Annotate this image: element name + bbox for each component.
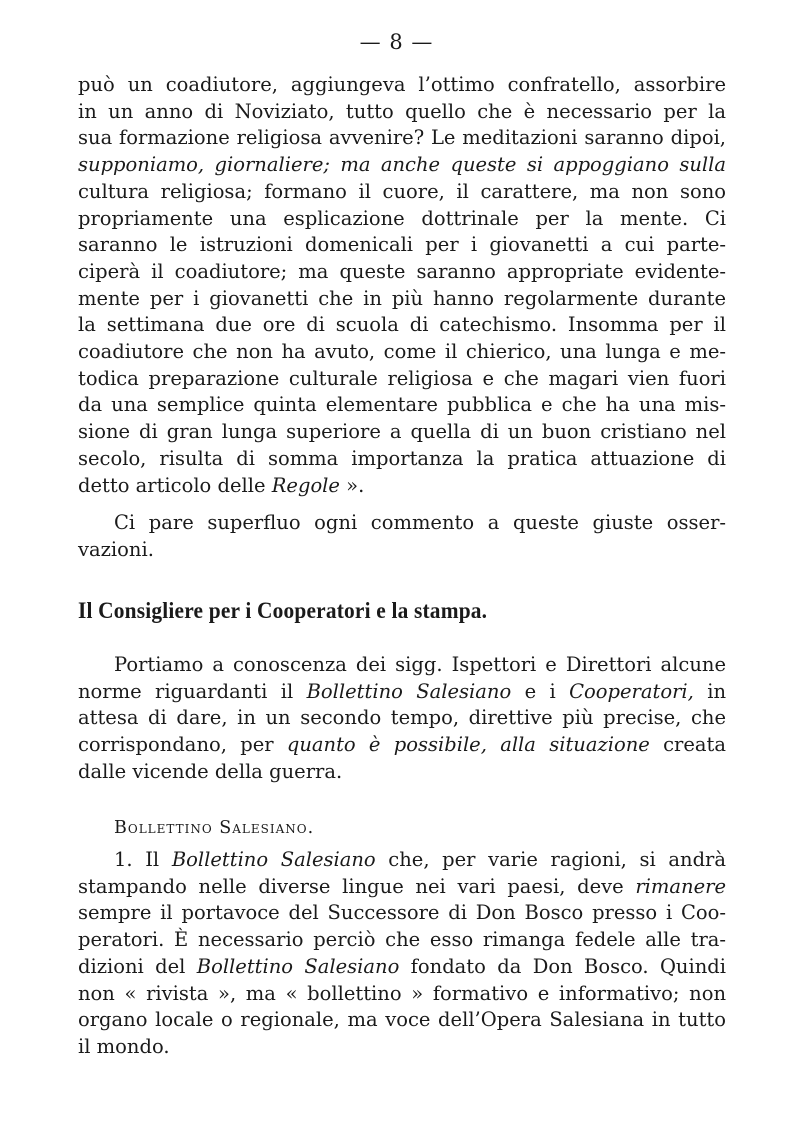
text-line: sempre il portavoce del Successore di Don Bosco presso i Coo- xyxy=(78,901,726,925)
text-run: detto articolo delle xyxy=(78,473,272,497)
text-line xyxy=(78,473,726,500)
text-line: il mondo. xyxy=(78,1034,170,1058)
text-line: può un coadiutore, aggiungeva l’ottimo confratello, assorbire xyxy=(78,73,726,96)
text-run: 1. Il xyxy=(114,848,172,871)
text-run: e i xyxy=(511,679,570,703)
text-line xyxy=(78,679,726,706)
italic-text: quanto è possibile, alla situazione xyxy=(286,733,650,757)
section-heading: Il Consigliere per i Cooperatori e la stampa. xyxy=(78,598,488,623)
text-line: in un anno di Noviziato, tutto quello che è necessario per la xyxy=(78,99,726,123)
text-run: corrispondano, per xyxy=(78,733,287,757)
text-line: Ci pare superfluo ogni commento a queste giuste osser- xyxy=(114,511,726,534)
text-line: vazioni. xyxy=(78,537,154,561)
text-run: stampando nelle diverse lingue nei vari paesi, deve xyxy=(78,874,636,898)
text-run: in xyxy=(693,679,727,703)
text-line: todica preparazione culturale religiosa e che magari vien fuori xyxy=(78,366,726,390)
text-run: creata xyxy=(649,733,726,757)
text-line: Portiamo a conoscenza dei sigg. Ispettori e Direttori alcune xyxy=(114,653,726,676)
text-line: dalle vicende della guerra. xyxy=(78,759,343,783)
text-line: attesa di dare, in un secondo tempo, direttive più precise, che xyxy=(78,706,726,730)
text-run: ». xyxy=(339,473,365,497)
text-line xyxy=(78,954,726,981)
text-line: ciperà il coadiutore; ma queste saranno appropriate evidente- xyxy=(78,259,726,283)
italic-text: rimanere xyxy=(635,874,726,898)
text-line xyxy=(78,847,726,874)
subheading-bollettino: Bollettino Salesiano. xyxy=(114,818,315,838)
text-run: che, per varie ragioni, si andrà xyxy=(375,848,726,871)
text-line: organo locale o regionale, ma voce dell’Opera Salesiana in tutto xyxy=(78,1008,726,1032)
text-line: la settimana due ore di scuola di catechismo. Insomma per il xyxy=(78,313,726,337)
text-line: saranno le istruzioni domenicali per i giovanetti a cui parte- xyxy=(78,233,726,257)
italic-text: Bollettino Salesiano xyxy=(196,954,400,978)
text-line: mente per i giovanetti che in più hanno regolarmente durante xyxy=(78,286,726,310)
text-line xyxy=(78,152,726,179)
text-line xyxy=(78,874,726,901)
text-line: da una semplice quinta elementare pubblica e che ha una mis- xyxy=(78,393,726,417)
text-line: sua formazione religiosa avvenire? Le meditazioni saranno dipoi, xyxy=(78,126,726,150)
paragraph-intro xyxy=(78,652,726,786)
text-line: propriamente una esplicazione dottrinale per la mente. Ci xyxy=(78,206,726,230)
text-line: secolo, risulta di somma importanza la pratica attuazione di xyxy=(78,446,726,470)
paragraph-continuation xyxy=(78,72,726,499)
text-run: dizioni del xyxy=(78,954,197,978)
italic-text: supponiamo, giornaliere; ma anche queste si appoggiano sulla xyxy=(78,153,726,177)
text-line xyxy=(78,732,726,759)
italic-text: Bollettino Salesiano xyxy=(171,848,376,871)
text-line: cultura religiosa; formano il cuore, il carattere, ma non sono xyxy=(78,179,726,203)
text-line: non « rivista », ma « bollettino » formativo e informativo; non xyxy=(78,981,726,1005)
italic-text: Cooperatori, xyxy=(569,679,694,703)
page-number: — 8 — xyxy=(359,30,434,54)
text-line: peratori. È necessario perciò che esso rimanga fedele alle tra- xyxy=(78,928,726,952)
text-line: coadiutore che non ha avuto, come il chierico, una lunga e me- xyxy=(78,340,726,364)
text-run: norme riguardanti il xyxy=(78,679,307,703)
text-line: sione di gran lunga superiore a quella di un buon cristiano nel xyxy=(78,420,726,444)
paragraph-comment xyxy=(78,510,726,563)
text-run: fondato da Don Bosco. Quindi xyxy=(399,954,727,978)
italic-text: Bollettino Salesiano xyxy=(306,679,512,703)
italic-text: Regole xyxy=(271,473,340,497)
paragraph-numbered-1 xyxy=(78,847,726,1061)
